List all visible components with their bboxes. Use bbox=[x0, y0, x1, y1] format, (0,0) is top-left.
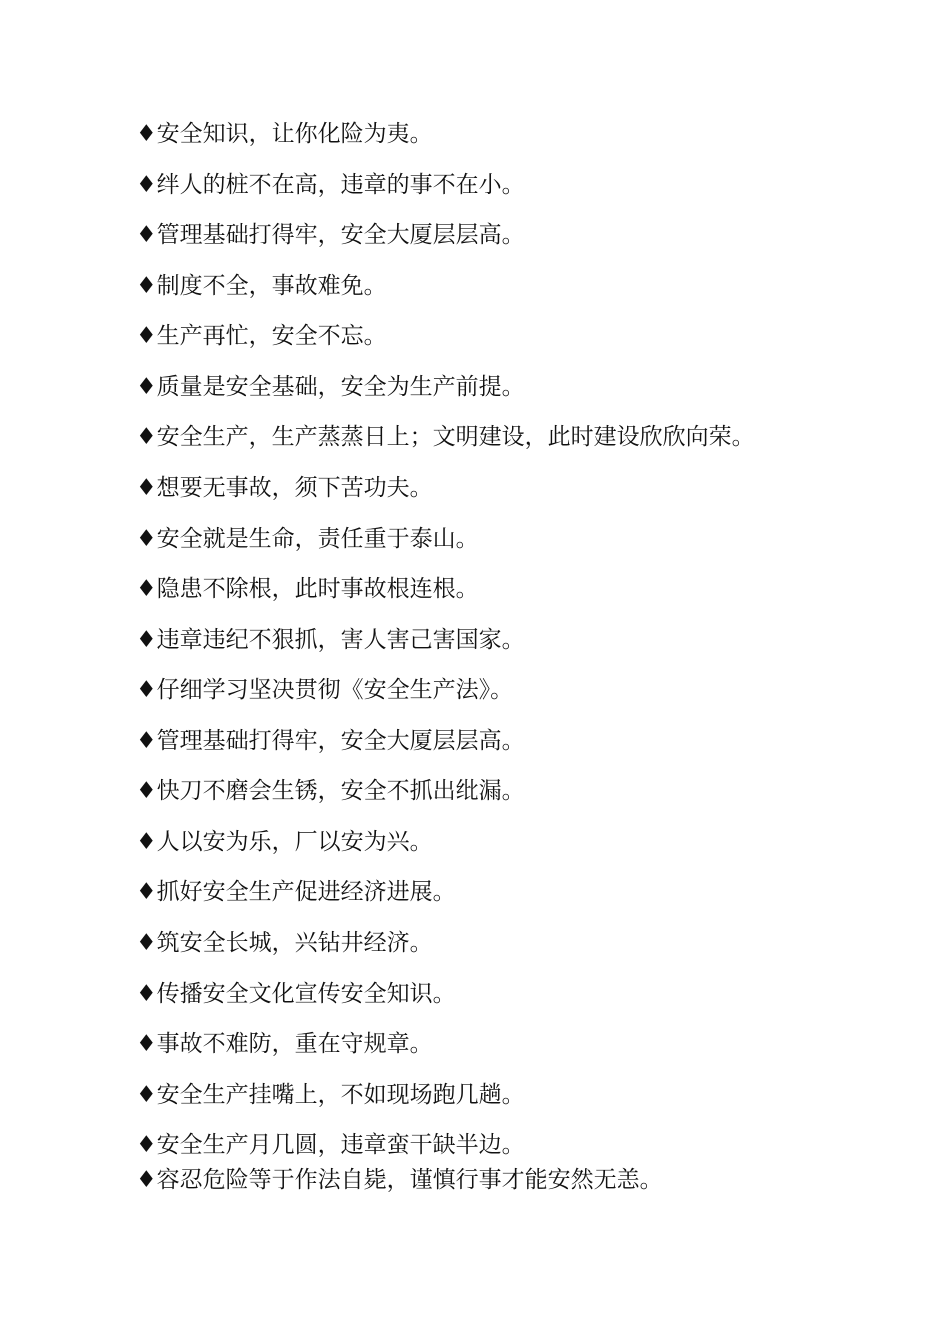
slogan-line: ♦质量是安全基础，安全为生产前提。 bbox=[136, 374, 525, 400]
slogan-line: ♦隐患不除根，此时事故根连根。 bbox=[136, 576, 479, 602]
slogan-line: ♦管理基础打得牢，安全大厦层层高。 bbox=[136, 222, 525, 248]
slogan-line: ♦想要无事故，须下苦功夫。 bbox=[136, 475, 433, 501]
slogan-line: ♦抓好安全生产促进经济进展。 bbox=[136, 879, 456, 905]
slogan-line: ♦绊人的桩不在高，违章的事不在小。 bbox=[136, 172, 525, 198]
slogan-line: ♦容忍危险等于作法自毙，谨慎行事才能安然无恙。 bbox=[136, 1167, 663, 1193]
slogan-line: ♦安全生产，生产蒸蒸日上；文明建设，此时建设欣欣向荣。 bbox=[136, 424, 755, 450]
slogan-line: ♦人以安为乐，厂以安为兴。 bbox=[136, 829, 433, 855]
slogan-line: ♦违章违纪不狠抓，害人害己害国家。 bbox=[136, 627, 525, 653]
slogan-line: ♦安全生产挂嘴上，不如现场跑几趟。 bbox=[136, 1082, 525, 1108]
slogan-line: ♦筑安全长城，兴钻井经济。 bbox=[136, 930, 433, 956]
slogan-line: ♦制度不全，事故难免。 bbox=[136, 273, 387, 299]
slogan-line: ♦安全就是生命，责任重于泰山。 bbox=[136, 526, 479, 552]
slogan-line: ♦传播安全文化宣传安全知识。 bbox=[136, 981, 456, 1007]
slogan-line: ♦安全生产月几圆，违章蛮干缺半边。 bbox=[136, 1132, 525, 1158]
slogan-line: ♦事故不难防，重在守规章。 bbox=[136, 1031, 433, 1057]
slogan-line: ♦仔细学习坚决贯彻《安全生产法》。 bbox=[136, 677, 514, 703]
slogan-line: ♦快刀不磨会生锈，安全不抓出纰漏。 bbox=[136, 778, 525, 804]
slogan-line: ♦管理基础打得牢，安全大厦层层高。 bbox=[136, 728, 525, 754]
slogan-line: ♦安全知识，让你化险为夷。 bbox=[136, 121, 433, 147]
slogan-line: ♦生产再忙，安全不忘。 bbox=[136, 323, 387, 349]
